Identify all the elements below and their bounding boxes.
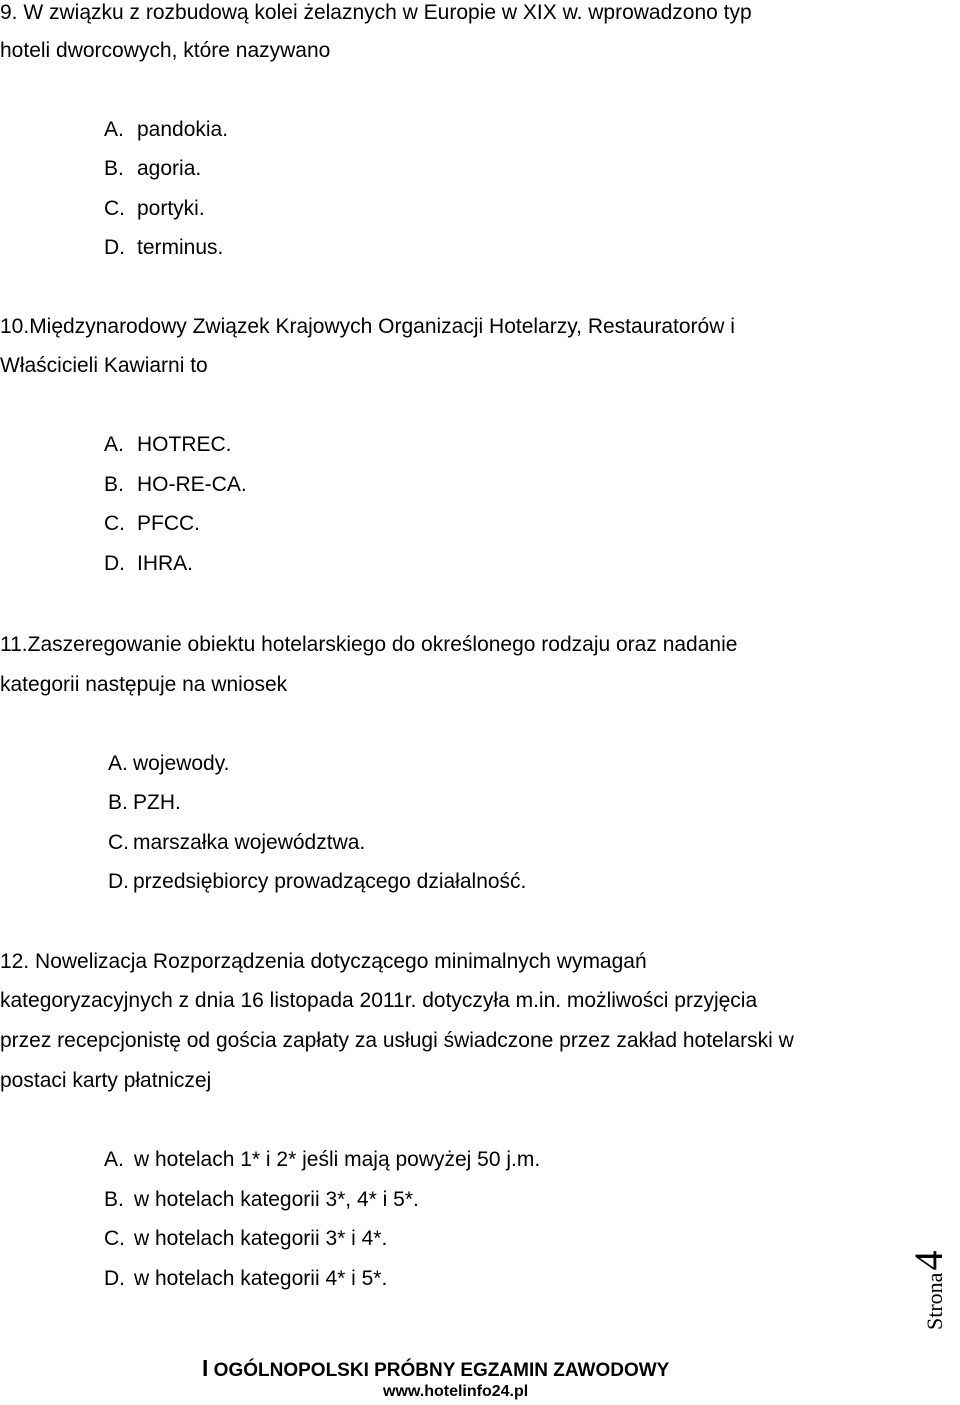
- option-text: portyki.: [137, 197, 205, 220]
- question-9-option-b: [104, 156, 201, 182]
- question-12-option-c: [104, 1226, 387, 1252]
- option-letter: C.: [104, 197, 125, 220]
- page-number: 4: [906, 1250, 951, 1271]
- page-number-rotated: [905, 1251, 952, 1330]
- question-9-text-line-2: hoteli dworcowych, które nazywano: [0, 39, 331, 62]
- option-letter: C.: [104, 512, 125, 535]
- option-text: w hotelach kategorii 3* i 4*.: [134, 1227, 388, 1250]
- question-12-option-a: [104, 1147, 540, 1173]
- option-text: PFCC.: [137, 512, 200, 535]
- option-text: HO-RE-CA.: [137, 473, 247, 496]
- option-text: marszałka województwa.: [133, 831, 366, 854]
- option-text: w hotelach kategorii 3*, 4* i 5*.: [134, 1188, 419, 1211]
- question-10-text-line-1: 10.Międzynarodowy Związek Krajowych Organizacji Hotelarzy, Restauratorów i: [0, 315, 735, 338]
- option-letter: B.: [104, 1188, 124, 1211]
- question-11-option-c: [108, 830, 365, 856]
- option-letter: B.: [104, 157, 124, 180]
- option-letter: B.: [104, 473, 124, 496]
- question-11-option-d: [108, 869, 526, 895]
- question-10-option-a: [104, 432, 232, 458]
- option-letter: A.: [104, 1148, 124, 1171]
- option-text: agoria.: [137, 157, 202, 180]
- option-letter: D.: [108, 870, 129, 893]
- question-10-option-b: [104, 472, 247, 498]
- page-number-label: [905, 1240, 960, 1340]
- option-text: pandokia.: [137, 118, 229, 141]
- question-9-option-c: [104, 196, 205, 222]
- option-text: przedsiębiorcy prowadzącego działalność.: [133, 870, 527, 893]
- option-letter: D.: [104, 1267, 125, 1290]
- option-text: PZH.: [133, 791, 181, 814]
- question-9-option-a: [104, 117, 228, 143]
- option-text: w hotelach kategorii 4* i 5*.: [134, 1267, 388, 1290]
- question-12-text-line-1: 12. Nowelizacja Rozporządzenia dotyczącego minimalnych wymagań: [0, 950, 647, 973]
- footer-title-rest: OGÓLNOPOLSKI PRÓBNY EGZAMIN ZAWODOWY: [208, 1360, 670, 1381]
- question-11-option-b: [108, 790, 181, 816]
- footer-url: www.hotelinfo24.pl: [383, 1383, 529, 1400]
- page-word: Strona: [922, 1272, 947, 1330]
- option-text: IHRA.: [137, 552, 194, 575]
- option-letter: A.: [104, 118, 124, 141]
- question-12-text-line-3: przez recepcjonistę od gościa zapłaty za usługi świadczone przez zakład hotelarski w: [0, 1029, 794, 1052]
- option-letter: A.: [104, 433, 124, 456]
- question-12-option-d: [104, 1266, 387, 1292]
- question-10-text-line-2: Właścicieli Kawiarni to: [0, 354, 208, 377]
- footer-title-first: I: [202, 1355, 209, 1381]
- question-9-text-line-1: 9. W związku z rozbudową kolei żelaznych w Europie w XIX w. wprowadzono typ: [0, 1, 752, 24]
- option-letter: B.: [108, 791, 128, 814]
- question-11-option-a: [108, 751, 230, 777]
- option-letter: C.: [104, 1227, 125, 1250]
- option-letter: A.: [108, 752, 128, 775]
- option-text: wojewody.: [133, 752, 230, 775]
- question-10-option-c: [104, 511, 200, 537]
- option-text: w hotelach 1* i 2* jeśli mają powyżej 50 j.m.: [134, 1148, 541, 1171]
- question-12-text-line-2: kategoryzacyjnych z dnia 16 listopada 2011r. dotyczyła m.in. możliwości przyjęcia: [0, 989, 758, 1012]
- option-text: HOTREC.: [137, 433, 232, 456]
- question-11-text-line-2: kategorii następuje na wniosek: [0, 673, 288, 696]
- question-12-text-line-4: postaci karty płatniczej: [0, 1069, 212, 1092]
- option-letter: C.: [108, 831, 129, 854]
- question-12-option-b: [104, 1187, 419, 1213]
- footer-exam-title: [202, 1356, 669, 1383]
- question-11-text-line-1: 11.Zaszeregowanie obiektu hotelarskiego do określonego rodzaju oraz nadanie: [0, 633, 738, 656]
- question-9-option-d: [104, 235, 223, 261]
- option-text: terminus.: [137, 236, 224, 259]
- option-letter: D.: [104, 552, 125, 575]
- option-letter: D.: [104, 236, 125, 259]
- question-10-option-d: [104, 551, 193, 577]
